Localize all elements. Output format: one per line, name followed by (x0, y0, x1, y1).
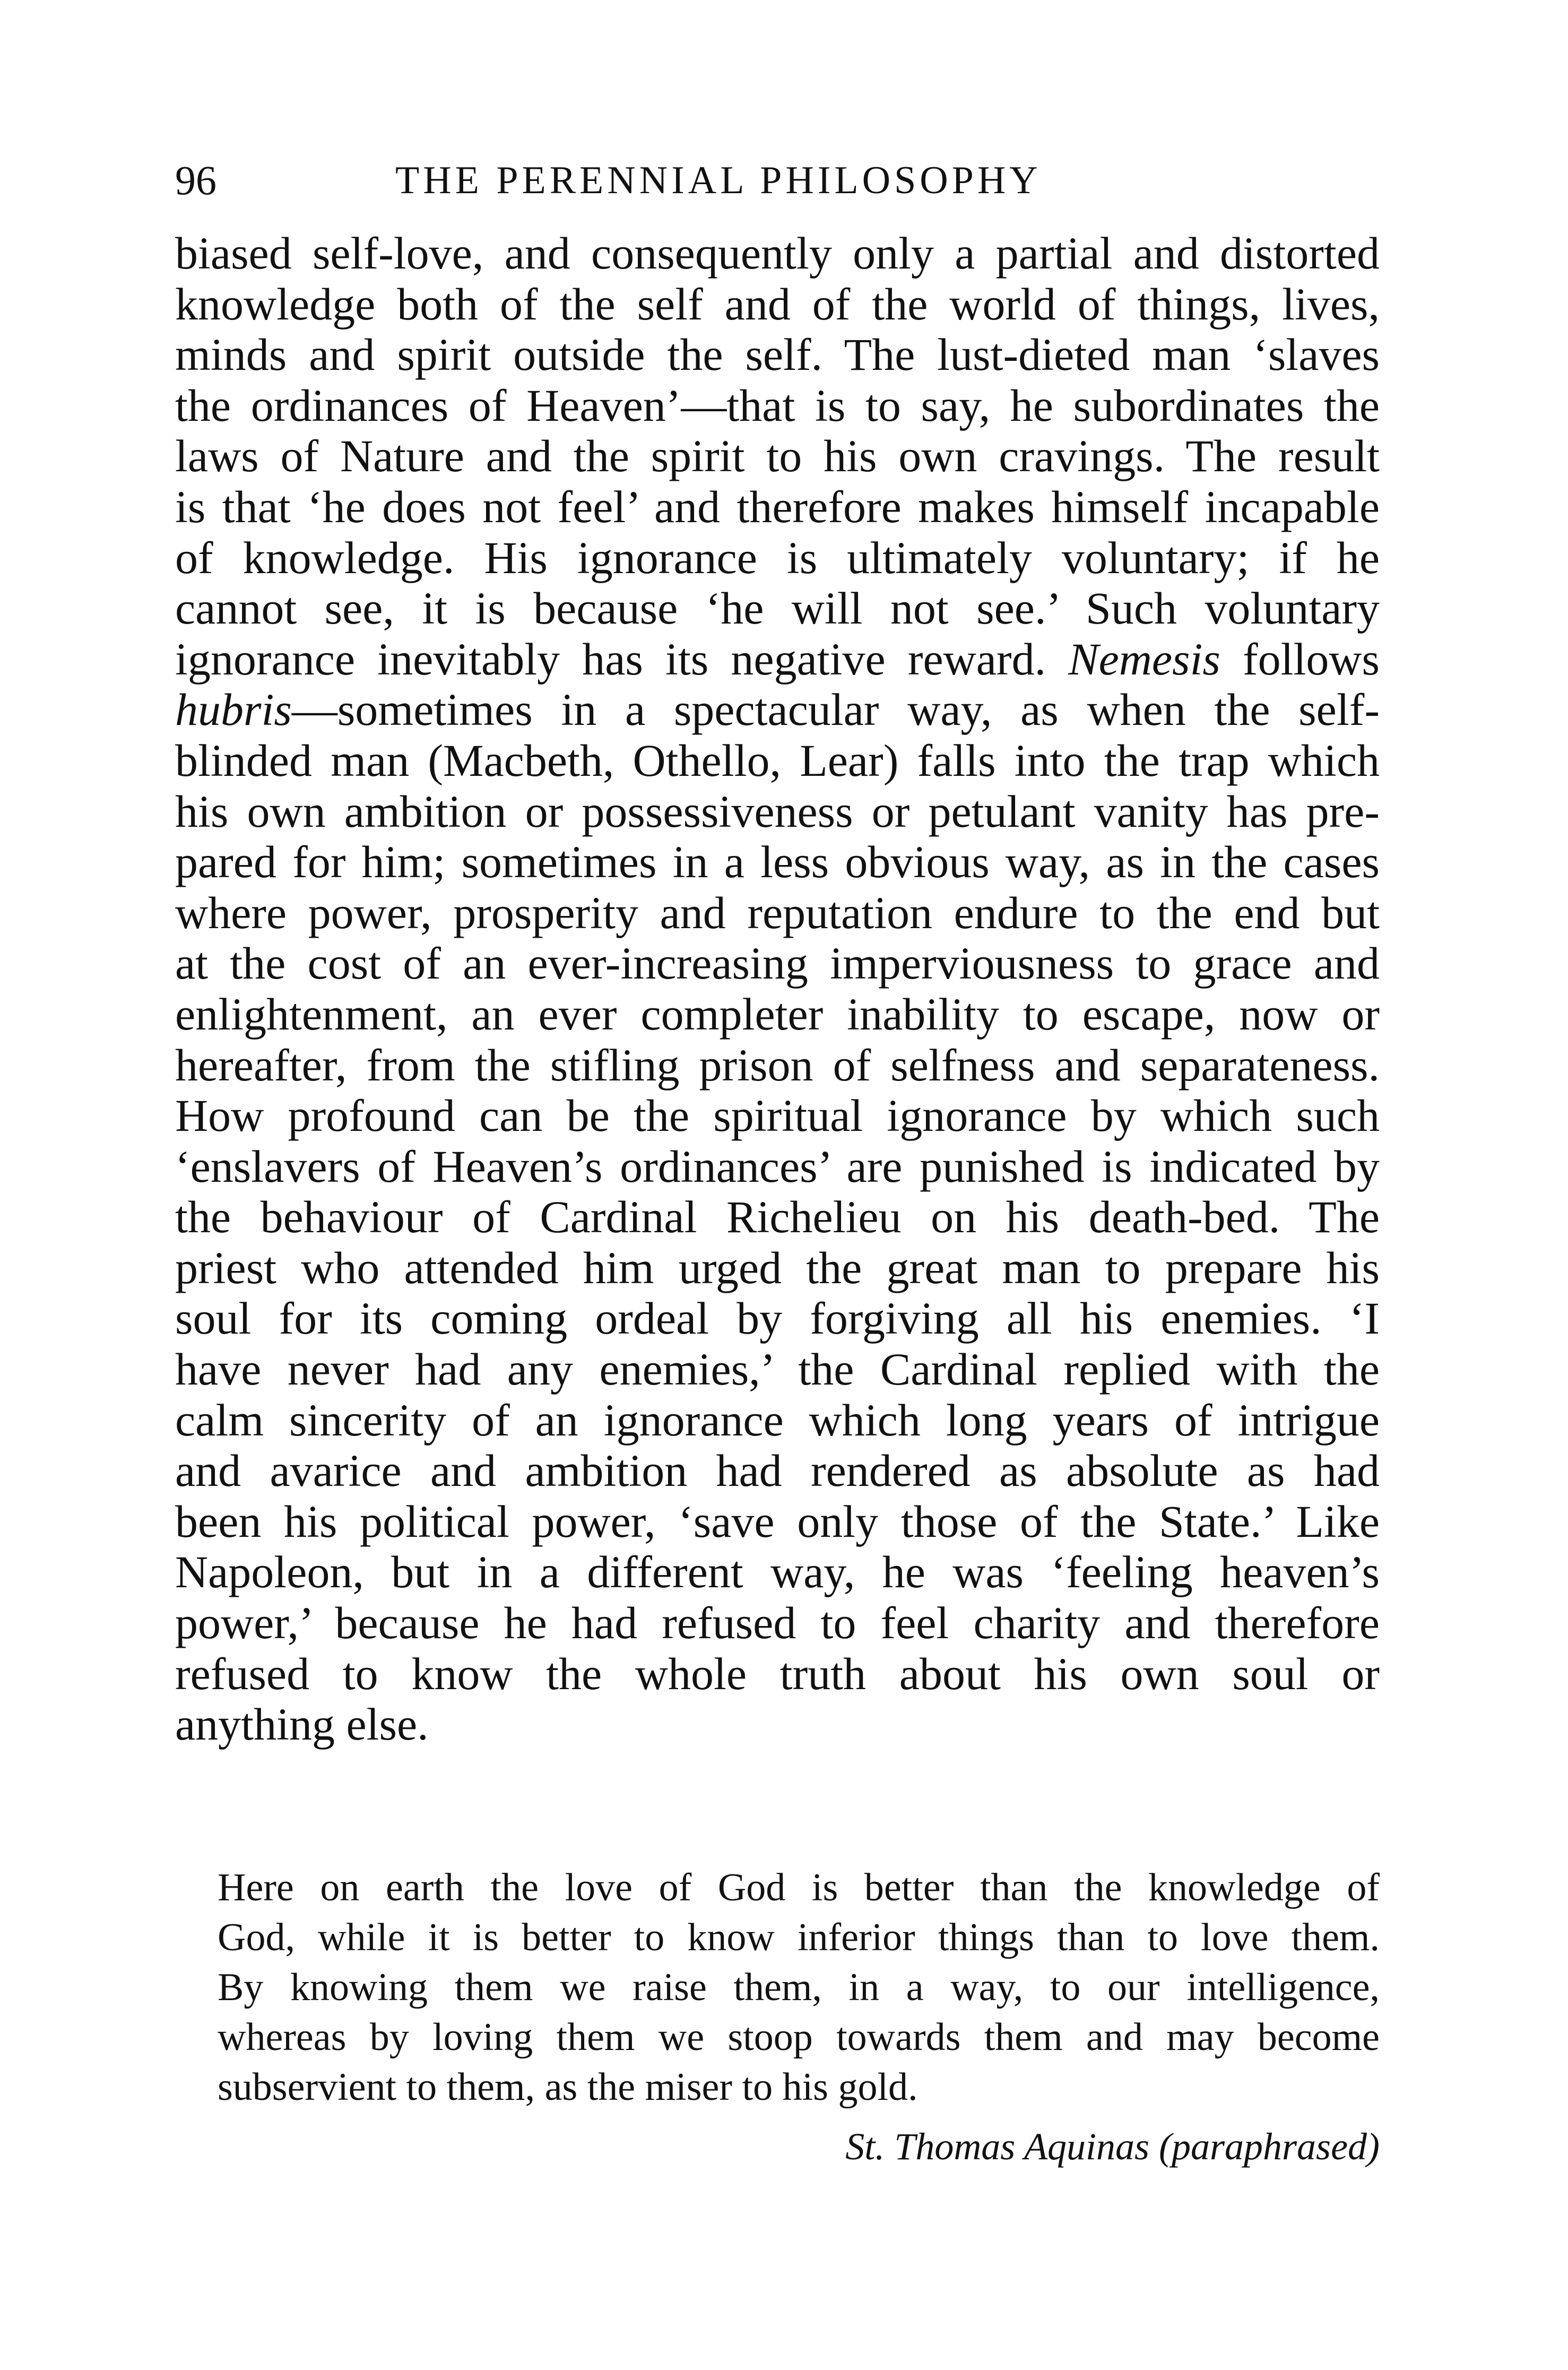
quote-line: Here on earth the love of God is better than the knowledge of (218, 1866, 1380, 1909)
paragraph-line: ‘enslavers of Heaven’s ordinances’ are punished is indicated by (175, 1140, 1380, 1192)
paragraph-line: enlightenment, an ever completer inability to escape, now or (175, 988, 1380, 1040)
paragraph-line: priest who attended him urged the great man to prepare his (175, 1242, 1380, 1293)
paragraph-line: biased self-love, and consequently only a partial and distorted (175, 228, 1380, 279)
paragraph-line: anything else. (175, 1699, 429, 1750)
block-quote (218, 1863, 1380, 2112)
italic-term-hubris: hubris (175, 684, 292, 736)
paragraph-line: of knowledge. His ignorance is ultimately voluntary; if he (175, 532, 1380, 583)
paragraph-line: power,’ because he had refused to feel charity and therefore (175, 1597, 1380, 1649)
paragraph-line: pared for him; sometimes in a less obvious way, as in the cases (175, 836, 1380, 888)
paragraph-line: his own ambition or possessiveness or petulant vanity has pre- (175, 785, 1380, 837)
paragraph-line: minds and spirit outside the self. The lust-dieted man ‘slaves (175, 329, 1380, 380)
line-text: —sometimes in a spectacular way, as when the self- (291, 684, 1380, 736)
line-text: follows (1220, 633, 1380, 685)
paragraph-line: have never had any enemies,’ the Cardinal replied with the (175, 1344, 1380, 1395)
paragraph-line: been his political power, ‘save only those of the State.’ Like (175, 1495, 1380, 1547)
paragraph-line: cannot see, it is because ‘he will not see.’ Such voluntary (175, 583, 1380, 634)
line-text: ignorance inevitably has its negative reward. (175, 633, 1069, 685)
page-header (175, 151, 1406, 210)
paragraph-line: soul for its coming ordeal by forgiving all his enemies. ‘I (175, 1293, 1380, 1344)
paragraph-line: laws of Nature and the spirit to his own cravings. The result (175, 430, 1380, 482)
paragraph-line: and avarice and ambition had rendered as absolute as had (175, 1445, 1380, 1497)
paragraph-line: is that ‘he does not feel’ and therefore makes himself incapable (175, 481, 1380, 532)
paragraph-line: where power, prosperity and reputation endure to the end but (175, 887, 1380, 938)
main-paragraph (175, 228, 1380, 1750)
quote-line: whereas by loving them we stoop towards them and may become (218, 2016, 1380, 2059)
running-title: THE PERENNIAL PHILOSOPHY (395, 159, 1042, 202)
quote-line: By knowing them we raise them, in a way, to our intelligence, (218, 1966, 1380, 2009)
quote-line: God, while it is better to know inferior things than to love them. (218, 1916, 1380, 1959)
paragraph-line: calm sincerity of an ignorance which long years of intrigue (175, 1394, 1380, 1446)
paragraph-line: refused to know the whole truth about his own soul or (175, 1648, 1380, 1699)
paragraph-line: Napoleon, but in a different way, he was ‘feeling heaven’s (175, 1546, 1380, 1598)
paragraph-line: knowledge both of the self and of the world of things, lives, (175, 278, 1380, 330)
italic-term-nemesis: Nemesis (1068, 633, 1220, 685)
paragraph-line (175, 685, 1380, 736)
quote-line: subservient to them, as the miser to his gold. (218, 2065, 918, 2109)
paragraph-line: at the cost of an ever-increasing imperviousness to grace and (175, 938, 1380, 989)
paragraph-line: How profound can be the spiritual ignorance by which such (175, 1090, 1380, 1141)
paragraph-line: blinded man (Macbeth, Othello, Lear) falls into the trap which (175, 734, 1380, 786)
paragraph-line (175, 634, 1380, 685)
paragraph-line: the ordinances of Heaven’—that is to say, he subordinates the (175, 379, 1380, 431)
paragraph-line: hereafter, from the stifling prison of selfness and separateness. (175, 1039, 1380, 1091)
quote-attribution: St. Thomas Aquinas (paraphrased) (845, 2125, 1380, 2168)
page-number: 96 (175, 157, 216, 203)
paragraph-line: the behaviour of Cardinal Richelieu on his death-bed. The (175, 1191, 1380, 1243)
